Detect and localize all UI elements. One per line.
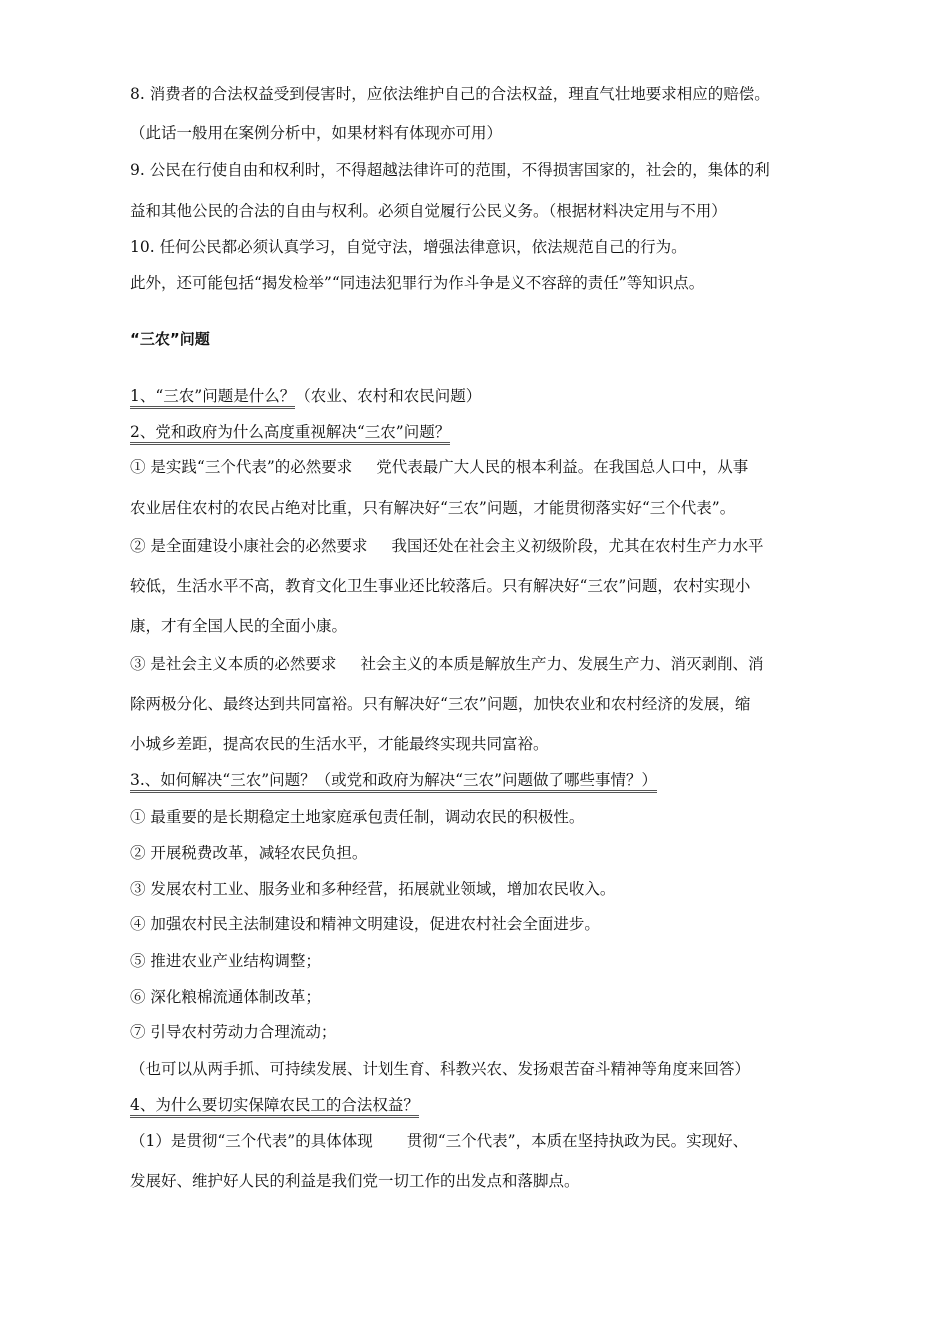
answer-4-1	[130, 1130, 748, 1152]
question-3-text: 3.、如何解决“三农”问题？（或党和政府为解决“三农”问题做了哪些事情？）	[130, 771, 657, 793]
question-2-text: 2、党和政府为什么高度重视解决“三农”问题？	[130, 423, 450, 445]
answer-4-1-head: （1）是贯彻“三个代表”的具体体现	[130, 1132, 373, 1150]
question-2	[130, 421, 450, 443]
answer-2-3	[130, 653, 763, 675]
answer-2-3-head: ③ 是社会主义本质的必然要求	[130, 655, 337, 673]
answer-3-2: ② 开展税费改革，减轻农民负担。	[130, 844, 368, 862]
question-1-answer: （农业、农村和农民问题）	[295, 387, 482, 405]
answer-3-3: ③ 发展农村工业、服务业和多种经营，拓展就业领域，增加农民收入。	[130, 880, 616, 898]
answer-2-1-cont: 农业居住农村的农民占绝对比重，只有解决好“三农”问题，才能贯彻落实好“三个代表”。	[130, 499, 736, 517]
question-4	[130, 1094, 419, 1116]
item-8: 8. 消费者的合法权益受到侵害时，应依法维护自己的合法权益，理直气壮地要求相应的赔偿。	[130, 85, 770, 103]
answer-4-1-cont: 发展好、维护好人民的利益是我们党一切工作的出发点和落脚点。	[130, 1172, 580, 1190]
answer-2-2-cont-2: 康，才有全国人民的全面小康。	[130, 617, 348, 635]
answer-2-3-cont-1: 除两极分化、最终达到共同富裕。只有解决好“三农”问题，加快农业和农村经济的发展，缩	[130, 695, 751, 713]
answer-2-3-body: 社会主义的本质是解放生产力、发展生产力、消灭剥削、消	[360, 655, 764, 673]
answer-2-2-head: ② 是全面建设小康社会的必然要求	[130, 537, 368, 555]
answer-3-note: （也可以从两手抓、可持续发展、计划生育、科教兴农、发扬艰苦奋斗精神等角度来回答）	[130, 1060, 751, 1078]
item-10: 10. 任何公民都必须认真学习，自觉守法，增强法律意识，依法规范自己的行为。	[130, 238, 687, 256]
answer-2-2-cont-1: 较低，生活水平不高，教育文化卫生事业还比较落后。只有解决好“三农”问题，农村实现小	[130, 577, 751, 595]
item-9-line-2: 益和其他公民的合法的自由与权利。必须自觉履行公民义务。（根据材料决定用与不用）	[130, 202, 727, 220]
answer-2-2	[130, 535, 763, 557]
answer-4-1-body: 贯彻“三个代表”，本质在坚持执政为民。实现好、	[406, 1132, 749, 1150]
section-title: “三农”问题	[130, 330, 210, 348]
question-3	[130, 769, 657, 791]
answer-2-1-body: 党代表最广大人民的根本利益。在我国总人口中，从事	[376, 458, 749, 476]
question-4-text: 4、为什么要切实保障农民工的合法权益？	[130, 1096, 419, 1118]
answer-2-1	[130, 456, 748, 478]
answer-3-1: ① 最重要的是长期稳定土地家庭承包责任制，调动农民的积极性。	[130, 808, 585, 826]
answer-3-6: ⑥ 深化粮棉流通体制改革；	[130, 988, 321, 1006]
item-9-line-1: 9. 公民在行使自由和权利时，不得超越法律许可的范围，不得损害国家的，社会的，集体的利	[130, 161, 770, 179]
answer-2-1-head: ① 是实践“三个代表”的必然要求	[130, 458, 353, 476]
answer-2-2-body: 我国还处在社会主义初级阶段，尤其在农村生产力水平	[391, 537, 764, 555]
answer-3-4: ④ 加强农村民主法制建设和精神文明建设，促进农村社会全面进步。	[130, 915, 600, 933]
answer-2-3-cont-2: 小城乡差距，提高农民的生活水平，才能最终实现共同富裕。	[130, 735, 549, 753]
question-1-text: 1、“三农”问题是什么？	[130, 387, 295, 409]
answer-3-5: ⑤ 推进农业产业结构调整；	[130, 952, 321, 970]
item-8-note: （此话一般用在案例分析中，如果材料有体现亦可用）	[130, 124, 503, 142]
answer-3-7: ⑦ 引导农村劳动力合理流动；	[130, 1023, 337, 1041]
question-1	[130, 385, 481, 407]
extra-note: 此外，还可能包括“揭发检举”“同违法犯罪行为作斗争是义不容辞的责任”等知识点。	[130, 274, 705, 292]
